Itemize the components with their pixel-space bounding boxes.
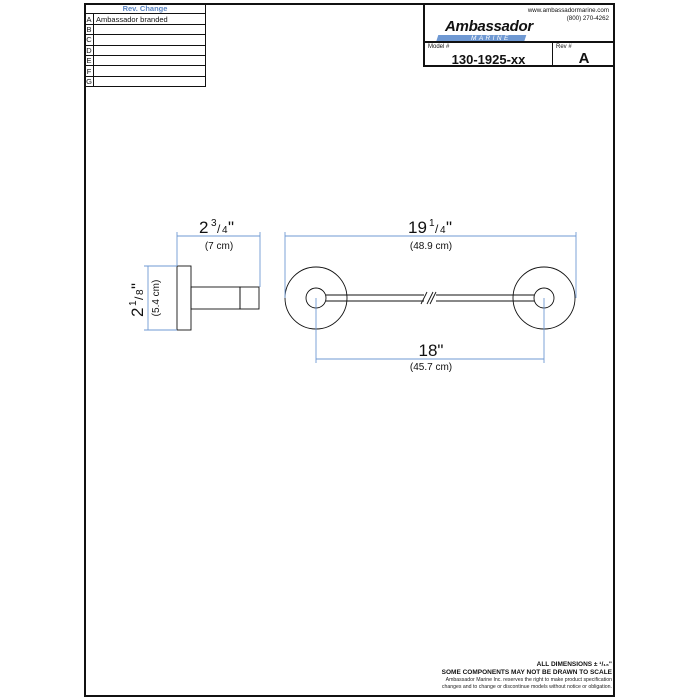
model-label: Model # (428, 44, 450, 50)
overall-whole: 19 (408, 218, 427, 237)
depth-frac-den: 4 (222, 225, 228, 236)
center-value: 18" (418, 341, 444, 360)
scale-note: SOME COMPONENTS MAY NOT BE DRAWN TO SCALE (441, 669, 612, 676)
disclaimer-line-2: changes and to change or discontinue models without notice or obligation. (441, 683, 612, 690)
overall-frac-den: 4 (440, 225, 446, 236)
depth-label (199, 218, 234, 252)
center-metric: (45.7 cm) (409, 362, 453, 373)
overall-label (408, 218, 452, 252)
revision-row: B (85, 24, 206, 34)
revision-row: A Ambassador branded (85, 14, 206, 24)
overall-metric: (48.9 cm) (409, 241, 453, 252)
revision-row: C (85, 35, 206, 45)
depth-frac-slash: / (217, 222, 221, 236)
model-number: 130-1925-xx (451, 52, 526, 67)
rev-label: Rev # (556, 44, 572, 50)
depth-whole: 2 (199, 218, 209, 237)
website-link[interactable]: www.ambassadormarine.com (527, 7, 609, 14)
rev-number: A (578, 50, 590, 67)
depth-frac-num: 3 (211, 218, 217, 229)
front-view (285, 267, 575, 329)
center-label (410, 341, 452, 373)
logo-subtitle: MARINE (471, 35, 511, 42)
phone-number: (800) 270-4262 (566, 15, 609, 22)
height-frac-num: 1 (128, 300, 139, 306)
side-view-backplate (177, 266, 191, 330)
height-frac-den: 8 (135, 289, 146, 295)
overall-inch-mark: " (446, 218, 453, 237)
side-view-bar-end (240, 287, 259, 309)
revision-table-header: Rev. Change (85, 4, 206, 14)
side-view-post (191, 287, 240, 309)
overall-frac-num: 1 (429, 218, 435, 229)
height-frac-slash: / (132, 296, 146, 300)
height-metric: (5.4 cm) (151, 279, 162, 317)
disclaimer-line-1: Ambassador Marine Inc. reserves the right to make product specification (445, 677, 612, 683)
height-label (128, 283, 147, 317)
side-view (177, 266, 259, 330)
revision-row: F (85, 66, 206, 76)
depth-inch-mark: " (228, 218, 235, 237)
height-inch-mark: " (128, 282, 147, 289)
height-whole: 2 (128, 307, 147, 317)
depth-metric: (7 cm) (204, 241, 234, 252)
height-metric-label (151, 280, 162, 317)
footer-notes (442, 661, 612, 690)
revision-row: E (85, 55, 206, 65)
break-symbol (421, 292, 436, 304)
logo-wordmark: Ambassador (445, 18, 533, 35)
overall-frac-slash: / (435, 222, 439, 236)
revision-row: G (85, 76, 206, 86)
revision-row: D (85, 45, 206, 55)
tolerance-note: ALL DIMENSIONS ± ¹/₁₆" (536, 661, 612, 668)
